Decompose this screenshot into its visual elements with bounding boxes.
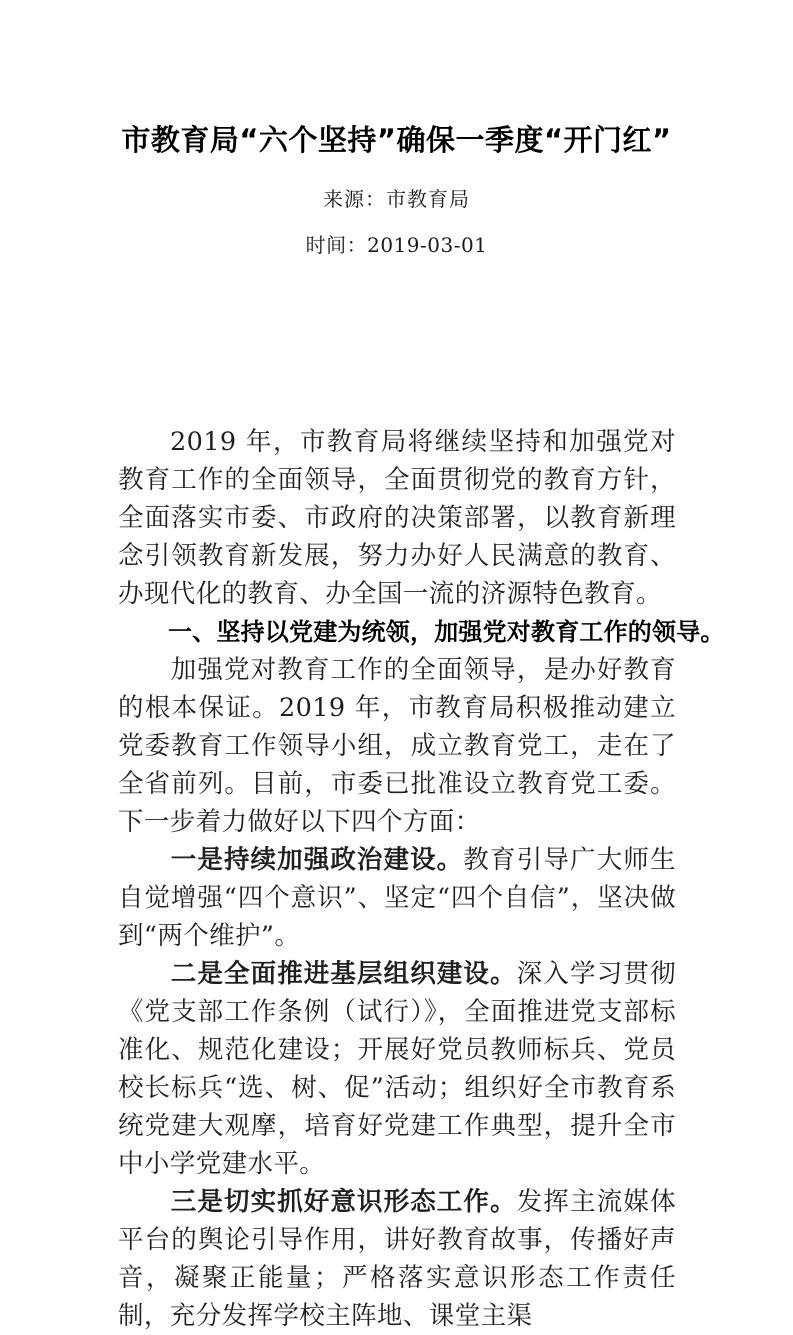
page-title: 市教育局“六个坚持”确保一季度“开门红” — [121, 123, 672, 157]
paragraph-point-2 — [118, 955, 676, 1183]
paragraph-point-3 — [118, 1183, 676, 1335]
document-body — [118, 423, 725, 1335]
section-heading-text: 一、坚持以党建为统领，加强党对教育工作的领导。 — [168, 618, 725, 646]
paragraph-section-1-body — [118, 651, 676, 841]
paragraph-lead-in: 二是全面推进基层组织建设。 — [170, 959, 517, 989]
paragraph-lead-in: 一是持续加强政治建设。 — [170, 845, 464, 875]
paragraph-text: 加强党对教育工作的全面领导，是办好教育的根本保证。2019 年，市教育局积极推动建立党委教育工作领导小组，成立教育党工，走在了全省前列。目前，市委已批准设立教育党工委。下一步着力做好以下四个方面： — [118, 655, 676, 837]
title-block — [0, 118, 793, 260]
paragraph-text: 深入学习贯彻《党支部工作条例（试行）》，全面推进党支部标准化、规范化建设；开展好党员教师标兵、党员校长标兵“选、树、促”活动；组织好全市教育系统党建大观摩，培育好党建工作典型，提升全市中小学党建水平。 — [118, 959, 676, 1179]
paragraph-point-1 — [118, 841, 676, 955]
paragraph-intro — [118, 423, 676, 613]
section-heading-1 — [118, 613, 725, 651]
paragraph-text: 教育引导广大师生自觉增强“四个意识”、坚定“四个自信”，坚决做到“两个维护”。 — [118, 845, 676, 951]
document-source: 来源：市教育局 — [323, 187, 470, 211]
document-page — [0, 118, 793, 1331]
paragraph-text: 发挥主流媒体平台的舆论引导作用，讲好教育故事，传播好声音，凝聚正能量；严格落实意识形态工作责任制，充分发挥学校主阵地、课堂主渠 — [118, 1187, 676, 1331]
paragraph-text: 2019 年，市教育局将继续坚持和加强党对教育工作的全面领导，全面贯彻党的教育方针，全面落实市委、市政府的决策部署，以教育新理念引领教育新发展，努力办好人民满意的教育、办现代化的教育、办全国一流的济源特色教育。 — [118, 427, 676, 609]
document-date: 时间：2019-03-01 — [305, 233, 488, 257]
paragraph-lead-in: 三是切实抓好意识形态工作。 — [170, 1187, 517, 1217]
